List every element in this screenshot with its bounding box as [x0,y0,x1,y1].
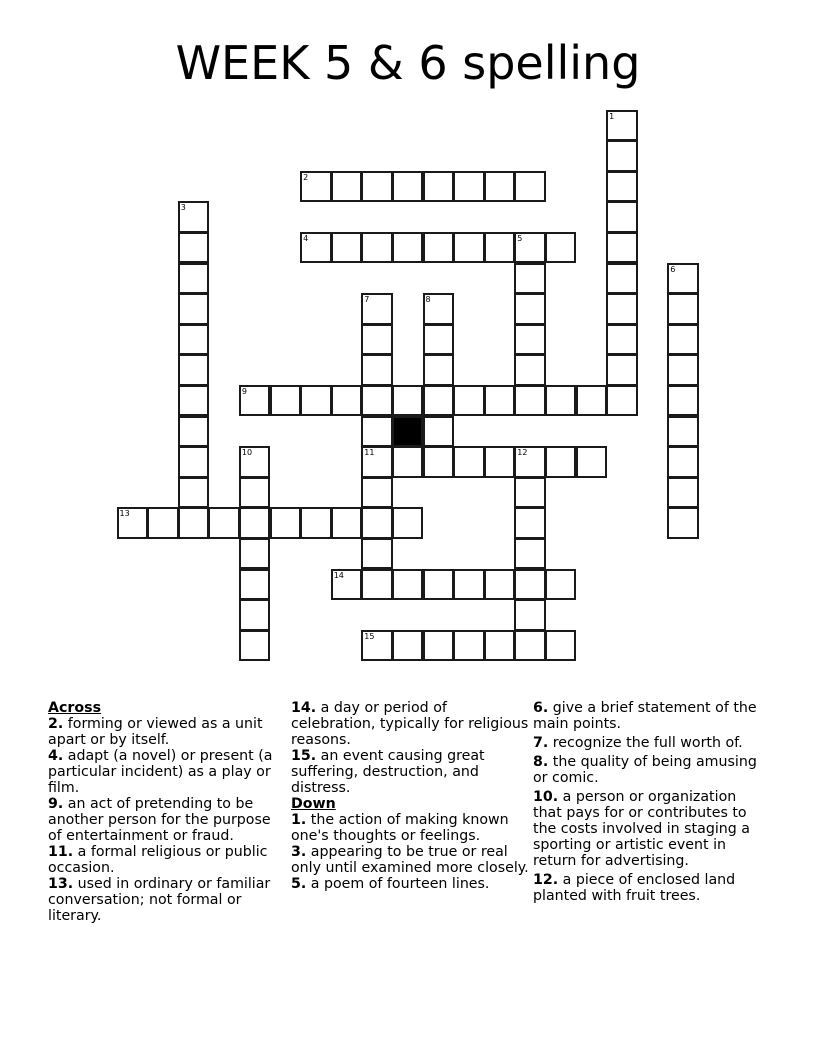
grid-cell[interactable] [361,630,393,662]
page-title: WEEK 5 & 6 spelling [175,36,641,90]
down-heading: Down [291,796,336,812]
cell-number: 11 [364,448,375,458]
clue-down-7 [533,735,768,751]
clue-across-13 [48,876,288,924]
grid-cell[interactable] [423,324,455,356]
clue-text: give a brief statement of the main points. [533,700,757,732]
clue-text: used in ordinary or familiar conversation; not formal or literary. [48,876,271,924]
grid-cell[interactable] [606,293,638,325]
grid-cell[interactable] [331,385,363,417]
grid-cell[interactable] [423,171,455,203]
grid-cell[interactable] [331,232,363,264]
grid-cell[interactable] [331,171,363,203]
clue-number: 10. [533,789,559,805]
grid-cell[interactable] [117,507,149,539]
grid-cell[interactable] [667,354,699,386]
grid-cell[interactable] [270,385,302,417]
grid-cell[interactable] [361,232,393,264]
grid-cell[interactable] [514,630,546,662]
clue-text: the action of making known one's thoughts or feelings. [291,812,509,844]
grid-cell[interactable] [361,171,393,203]
grid-cell[interactable] [208,507,240,539]
grid-cell[interactable] [239,507,271,539]
grid-cell[interactable] [545,446,577,478]
grid-cell[interactable] [484,569,516,601]
cell-number: 8 [425,295,431,305]
across-heading: Across [48,700,102,716]
clues-column-3 [533,700,768,907]
grid-cell[interactable] [545,232,577,264]
grid-cell[interactable] [300,232,332,264]
grid-cell[interactable] [606,385,638,417]
clue-number: 13. [48,876,74,892]
grid-cell[interactable] [178,293,210,325]
grid-cell[interactable] [606,171,638,203]
grid-cell[interactable] [545,569,577,601]
grid-cell[interactable] [514,385,546,417]
clue-text: a person or organization that pays for or contributes to the costs involved in staging a sporting or artistic event in return for advertising. [533,789,750,869]
clue-down-12 [533,872,768,904]
grid-cell[interactable] [239,477,271,509]
grid-cell[interactable] [361,416,393,448]
grid-cell[interactable] [606,263,638,295]
grid-cell[interactable] [423,293,455,325]
grid-cell[interactable] [545,385,577,417]
cell-number: 4 [303,233,309,243]
grid-cell[interactable] [606,324,638,356]
grid-cell[interactable] [300,385,332,417]
grid-cell[interactable] [453,232,485,264]
grid-cell[interactable] [361,477,393,509]
grid-cell[interactable] [361,538,393,570]
grid-cell[interactable] [178,416,210,448]
grid-cell[interactable] [361,354,393,386]
grid-cell[interactable] [178,201,210,233]
cell-number: 10 [241,448,253,458]
clue-number: 8. [533,754,549,770]
cell-number: 3 [180,203,186,213]
cell-number: 13 [119,509,130,519]
clue-down-5 [291,876,531,892]
cell-number: 12 [517,448,528,458]
clue-number: 15. [291,748,317,764]
grid-cell[interactable] [514,263,546,295]
clue-number: 9. [48,796,64,812]
cell-number: 15 [364,631,375,641]
grid-cell[interactable] [606,201,638,233]
grid-cell[interactable] [484,446,516,478]
grid-cell[interactable] [667,446,699,478]
grid-cell[interactable] [239,446,271,478]
clue-number: 7. [533,735,549,751]
grid-cell[interactable] [361,293,393,325]
cell-number: 9 [241,386,247,396]
grid-cell[interactable] [331,569,363,601]
grid-cell[interactable] [300,507,332,539]
clue-text: a poem of fourteen lines. [310,876,490,892]
grid-cell[interactable] [514,569,546,601]
grid-cell[interactable] [270,507,302,539]
grid-cell[interactable] [331,507,363,539]
grid-cell[interactable] [484,630,516,662]
clue-across-15 [291,748,531,796]
cell-number: 14 [333,570,344,580]
clue-text: a day or period of celebration, typically for religious reasons. [291,700,529,748]
grid-cell[interactable] [453,385,485,417]
clues-column-2 [291,700,531,892]
clue-text: a piece of enclosed land planted with fruit trees. [533,872,736,904]
grid-cell[interactable] [392,171,424,203]
grid-cell[interactable] [514,538,546,570]
clue-number: 2. [48,716,64,732]
grid-cell[interactable] [361,385,393,417]
grid-cell[interactable] [300,171,332,203]
grid-cell[interactable] [239,538,271,570]
grid-cell[interactable] [178,324,210,356]
grid-cell[interactable] [178,232,210,264]
grid-cell[interactable] [423,630,455,662]
grid-cell[interactable] [147,507,179,539]
clue-across-11 [48,844,288,876]
clue-across-2 [48,716,288,748]
clue-down-10 [533,789,768,869]
grid-cell[interactable] [423,354,455,386]
grid-cell[interactable] [576,446,608,478]
grid-cell[interactable] [239,385,271,417]
grid-cell[interactable] [361,569,393,601]
black-cell [392,416,424,448]
grid-cell[interactable] [178,477,210,509]
cell-number: 6 [670,264,676,274]
cell-number: 2 [303,172,309,182]
clue-text: adapt (a novel) or present (a particular incident) as a play or film. [48,748,273,796]
grid-cell[interactable] [514,446,546,478]
grid-cell[interactable] [178,507,210,539]
grid-cell[interactable] [667,263,699,295]
clues-column-1 [48,700,288,924]
clue-number: 5. [291,876,307,892]
grid-cell[interactable] [514,293,546,325]
clue-text: an event causing great suffering, destruction, and distress. [291,748,485,796]
grid-cell[interactable] [392,385,424,417]
grid-cell[interactable] [514,354,546,386]
clue-down-6 [533,700,768,732]
grid-cell[interactable] [514,171,546,203]
grid-cell[interactable] [667,385,699,417]
grid-cell[interactable] [576,385,608,417]
grid-cell[interactable] [484,385,516,417]
clue-across-9 [48,796,288,844]
grid-cell[interactable] [606,140,638,172]
grid-cell[interactable] [514,507,546,539]
grid-cell[interactable] [606,354,638,386]
clue-down-3 [291,844,531,876]
grid-cell[interactable] [514,324,546,356]
grid-cell[interactable] [453,569,485,601]
clue-down-8 [533,754,768,786]
grid-cell[interactable] [178,446,210,478]
grid-cell[interactable] [514,232,546,264]
grid-cell[interactable] [667,416,699,448]
clue-text: the quality of being amusing or comic. [533,754,757,786]
grid-cell[interactable] [361,446,393,478]
grid-cell[interactable] [667,477,699,509]
grid-cell[interactable] [484,171,516,203]
grid-cell[interactable] [178,263,210,295]
clue-number: 12. [533,872,559,888]
grid-cell[interactable] [423,232,455,264]
grid-cell[interactable] [392,446,424,478]
grid-cell[interactable] [392,507,424,539]
clue-down-1 [291,812,531,844]
clue-across-4 [48,748,288,796]
clue-text: an act of pretending to be another person for the purpose of entertainment or fraud. [48,796,271,844]
cell-number: 1 [609,111,615,121]
clue-number: 4. [48,748,64,764]
grid-cell[interactable] [667,507,699,539]
grid-cell[interactable] [606,232,638,264]
clue-text: a formal religious or public occasion. [48,844,268,876]
clue-number: 1. [291,812,307,828]
grid-cell[interactable] [392,630,424,662]
grid-cell[interactable] [178,354,210,386]
grid-cell[interactable] [484,232,516,264]
grid-cell[interactable] [667,293,699,325]
clue-text: forming or viewed as a unit apart or by itself. [48,716,263,748]
grid-cell[interactable] [423,446,455,478]
grid-cell[interactable] [239,569,271,601]
grid-cell[interactable] [667,324,699,356]
grid-cell[interactable] [178,385,210,417]
grid-cell[interactable] [423,569,455,601]
clue-across-14 [291,700,531,748]
clue-number: 14. [291,700,317,716]
clue-number: 11. [48,844,74,860]
grid-cell[interactable] [545,630,577,662]
grid-cell[interactable] [423,385,455,417]
grid-cell[interactable] [453,171,485,203]
grid-cell[interactable] [239,599,271,631]
grid-cell[interactable] [392,569,424,601]
clue-number: 3. [291,844,307,860]
grid-cell[interactable] [361,507,393,539]
grid-cell[interactable] [361,324,393,356]
grid-cell[interactable] [606,110,638,142]
clue-number: 6. [533,700,549,716]
cell-number: 5 [517,233,523,243]
clue-text: recognize the full worth of. [552,735,743,751]
grid-cell[interactable] [514,477,546,509]
grid-cell[interactable] [453,630,485,662]
clue-text: appearing to be true or real only until examined more closely. [291,844,529,876]
grid-cell[interactable] [514,599,546,631]
grid-cell[interactable] [239,630,271,662]
grid-cell[interactable] [423,416,455,448]
grid-cell[interactable] [453,446,485,478]
cell-number: 7 [364,295,370,305]
grid-cell[interactable] [392,232,424,264]
